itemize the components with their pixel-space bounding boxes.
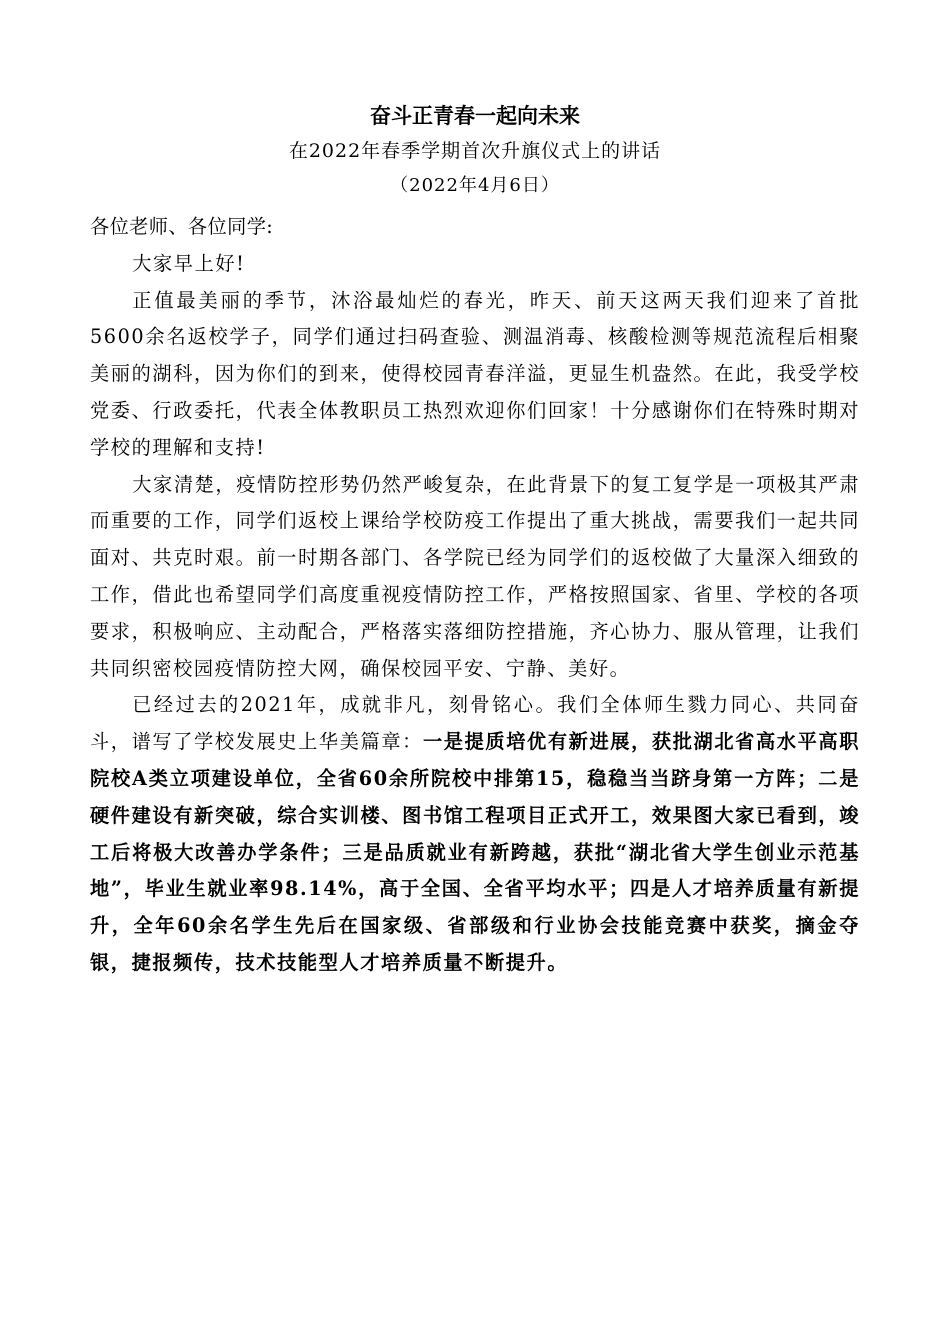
- achievements-list: 一是提质培优有新进展，获批湖北省高水平高职院校A类立项建设单位，全省60余所院校中排第15，稳稳当当跻身第一方阵；二是硬件建设有新突破，综合实训楼、图书馆工程项目正式开工，效果图大家已看到，竣工后将极大改善办学条件；三是品质就业有新跨越，获批“湖北省大学生创业示范基地”，毕业生就业率98.14%，高于全国、全省平均水平；四是人才培养质量有新提升，全年60余名学生先后在国家级、省部级和行业协会技能竞赛中获奖，摘金夺银，捷报频传，技术技能型人才培养质量不断提升。: [90, 730, 860, 974]
- document-subtitle: 在2022年春季学期首次升旗仪式上的讲话: [288, 140, 662, 162]
- document-date: （2022年4月6日）: [390, 175, 560, 196]
- achievements-intro: 已经过去的2021年，成就非凡，刻骨铭心。我们全体师生戮力同心、共同奋斗，谱写了学校发展史上华美篇章：: [90, 693, 860, 754]
- paragraph-epidemic: 大家清楚，疫情防控形势仍然严峻复杂，在此背景下的复工复学是一项极其严肃而重要的工作，同学们返校上课给学校防疫工作提出了重大挑战，需要我们一起共同面对、共克时艰。前一时期各部门、各学院已经为同学们的返校做了大量深入细致的工作，借此也希望同学们高度重视疫情防控工作，严格按照国家、省里、学校的各项要求，积极响应、主动配合，严格落实落细防控措施，齐心协力、服从管理，让我们共同织密校园疫情防控大网，确保校园平安、宁静、美好。: [90, 472, 860, 680]
- paragraph-welcome: 正值最美丽的季节，沐浴最灿烂的春光，昨天、前天这两天我们迎来了首批5600余名返校学子，同学们通过扫码查验、测温消毒、核酸检测等规范流程后相聚美丽的湖科，因为你们的到来，使得校园青春洋溢，更显生机盎然。在此，我受学校党委、行政委托，代表全体教职员工热烈欢迎你们回家！十分感谢你们在特殊时期对学校的理解和支持!: [90, 288, 860, 459]
- salutation: 各位老师、各位同学:: [90, 215, 274, 238]
- greeting: 大家早上好!: [132, 251, 246, 275]
- paragraph-achievements: [90, 687, 860, 981]
- document-title: 奋斗正青春一起向未来: [370, 103, 580, 128]
- document-body: [90, 209, 860, 982]
